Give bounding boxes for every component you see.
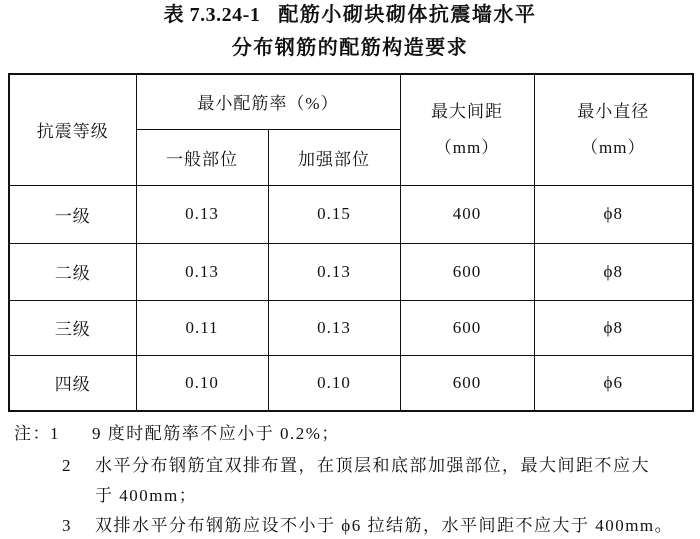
min-diameter-cell: ϕ6 — [534, 355, 693, 411]
table-header-row — [9, 74, 693, 129]
general-ratio-cell: 0.10 — [136, 355, 268, 411]
header-grade: 抗震等级 — [9, 74, 136, 185]
note-2 — [0, 454, 700, 478]
note-number: 2 — [62, 456, 72, 475]
header-min-ratio: 最小配筋率（%） — [136, 74, 400, 129]
header-max-spacing-label: 最大间距 — [431, 101, 504, 121]
table-title-continued: 分布钢筋的配筋构造要求 — [231, 37, 469, 59]
header-general: 一般部位 — [136, 129, 268, 185]
note-number: 3 — [62, 516, 72, 535]
table-title — [0, 2, 700, 28]
header-min-diameter-unit: （mm） — [581, 137, 646, 157]
grade-cell: 一级 — [9, 185, 136, 243]
general-ratio-cell: 0.13 — [136, 243, 268, 300]
strengthened-ratio-cell: 0.10 — [268, 355, 400, 411]
header-max-spacing-unit: （mm） — [434, 137, 500, 157]
notes-label: 注： — [14, 424, 51, 443]
note-3 — [0, 514, 700, 538]
grade-cell: 三级 — [9, 300, 136, 355]
note-text: 9 度时配筋率不应小于 0.2%； — [92, 424, 340, 443]
min-diameter-cell: ϕ8 — [534, 243, 693, 300]
min-diameter-cell: ϕ8 — [534, 300, 693, 355]
header-min-diameter-label: 最小直径 — [577, 101, 650, 121]
min-diameter-cell: ϕ8 — [534, 185, 693, 243]
note-1 — [0, 422, 700, 446]
table-row — [9, 243, 693, 300]
max-spacing-cell: 400 — [400, 185, 534, 243]
strengthened-ratio-cell: 0.13 — [268, 243, 400, 300]
note-number: 1 — [50, 424, 60, 443]
header-min-diameter — [534, 74, 693, 185]
note-text: 双排水平分布钢筋应设不小于 ϕ6 拉结筋，水平间距不应大于 400mm。 — [95, 516, 674, 535]
grade-cell: 四级 — [9, 355, 136, 411]
table-number: 表 7.3.24-1 — [163, 4, 261, 26]
strengthened-ratio-cell: 0.13 — [268, 300, 400, 355]
strengthened-ratio-cell: 0.15 — [268, 185, 400, 243]
header-max-spacing — [400, 74, 534, 185]
note-text: 水平分布钢筋宜双排布置，在顶层和底部加强部位，最大间距不应大 — [95, 456, 650, 475]
table-row — [9, 300, 693, 355]
header-strengthened: 加强部位 — [268, 129, 400, 185]
grade-cell: 二级 — [9, 243, 136, 300]
max-spacing-cell: 600 — [400, 243, 534, 300]
general-ratio-cell: 0.11 — [136, 300, 268, 355]
table-row — [9, 355, 693, 411]
table-title-text: 配筋小砌块砌体抗震墙水平 — [278, 4, 537, 26]
general-ratio-cell: 0.13 — [136, 185, 268, 243]
max-spacing-cell: 600 — [400, 300, 534, 355]
max-spacing-cell: 600 — [400, 355, 534, 411]
note-text: 于 400mm； — [95, 486, 198, 505]
reinforcement-table — [8, 73, 694, 412]
table-row — [9, 185, 693, 243]
note-2-continued — [0, 484, 700, 508]
